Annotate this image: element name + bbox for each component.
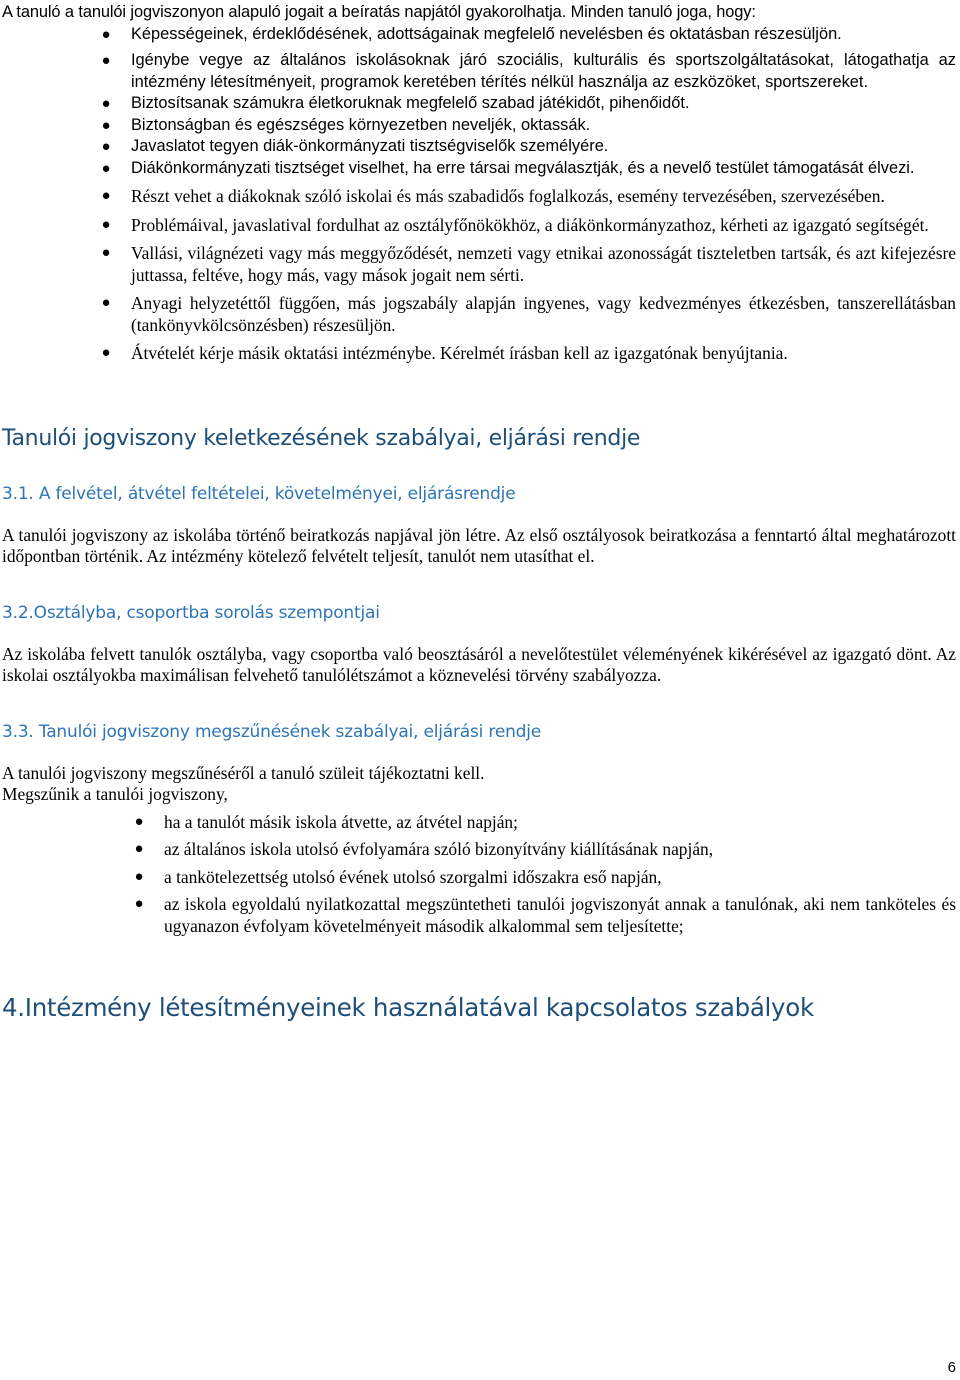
list-item-text: Részt vehet a diákoknak szóló iskolai és más szabadidős foglalkozás, esemény tervezésében, szervezésében. [131, 186, 885, 206]
list-item-text: Képességeinek, érdeklődésének, adottságainak megfelelő nevelésben és oktatásban részesüljön. [131, 24, 842, 43]
list-item [2, 243, 956, 286]
list-item [2, 186, 956, 208]
bullet-icon: ● [101, 25, 111, 43]
list-item-text: Problémáival, javaslatival fordulhat az osztályfőnökökhöz, a diákönkormányzathoz, kérheti az igazgató segítségét. [131, 214, 929, 235]
bullet-icon: ● [101, 345, 111, 361]
list-item-text: az iskola egyoldalú nyilatkozattal megszüntetheti tanulói jogviszonyát annak a tanulónak, aki nem tanköteles és ugyanazon évfolyam követelményeit második alkalommal sem teljesítette; [164, 894, 956, 936]
subsection-3-1-text: A tanulói jogviszony az iskolába történő beiratkozás napjával jön létre. Az első osztályosok beiratkozása a fenntartó által meghatározott időpontban történik. Az intézmény kötelező felvételt teljesít, tanulót nem utasíthat el. [2, 524, 956, 566]
list-item-text: Anyagi helyzetéttől függően, más jogszabály alapján ingyenes, vagy kedvezményes étkezésben, tanszerellátásban (tankönyvkölcsönzésben) részesüljön. [131, 293, 956, 335]
intro-paragraph: A tanuló a tanulói jogviszonyon alapuló jogait a beíratás napjától gyakorolhatja. Minden tanuló joga, hogy: [2, 3, 756, 21]
bullet-icon: ● [101, 216, 111, 233]
bullet-icon: ● [101, 295, 111, 311]
subsection-3-3-text: A tanulói jogviszony megszűnéséről a tanuló szüleit tájékoztatni kell. [2, 762, 485, 783]
list-item [2, 136, 956, 158]
subsection-3-1-heading: 3.1. A felvétel, átvétel feltételei, követelményei, eljárásrendje [2, 483, 516, 504]
list-item-text: a tankötelezettség utolsó évének utolsó szorgalmi időszakra eső napján, [164, 866, 662, 887]
student-rights-list [2, 24, 956, 365]
list-item [2, 343, 956, 365]
bullet-icon: ● [134, 841, 144, 857]
list-item [2, 115, 956, 137]
list-item [2, 50, 956, 93]
bullet-icon: ● [101, 159, 111, 177]
section-4-heading: 4.Intézmény létesítményeinek használatával kapcsolatos szabályok [2, 993, 814, 1022]
list-item-text: Biztosítsanak számukra életkoruknak megfelelő szabad játékidőt, pihenőidőt. [131, 94, 690, 112]
list-item [2, 215, 956, 237]
list-item-text: Javaslatot tegyen diák-önkormányzati tisztségviselők személyére. [131, 137, 609, 155]
list-item-text: Diákönkormányzati tisztséget viselhet, ha erre társai megválasztják, és a nevelő testület támogatását élvezi. [131, 158, 915, 177]
list-item [2, 93, 956, 115]
bullet-icon: ● [101, 245, 111, 261]
list-item-text: Igénybe vegye az általános iskolásoknak járó szociális, kulturális és sportszolgáltatásokat, látogathatja az intézmény létesítményeit, programok keretében térítés nélkül használja az eszközöket, sportszereket. [131, 51, 956, 91]
termination-list [2, 812, 956, 938]
list-item [2, 24, 956, 46]
bullet-icon: ● [134, 813, 144, 830]
subsection-3-3-lead: Megszűnik a tanulói jogviszony, [2, 784, 228, 804]
subsection-3-3-heading: 3.3. Tanulói jogviszony megszűnésének szabályai, eljárási rendje [2, 721, 542, 742]
list-item [2, 867, 956, 889]
list-item [2, 839, 956, 861]
list-item-text: Biztonságban és egészséges környezetben neveljék, oktassák. [131, 115, 591, 134]
page-number: 6 [947, 1359, 956, 1376]
list-item [2, 158, 956, 180]
list-item [2, 812, 956, 834]
list-item-text: Átvételét kérje másik oktatási intézménybe. Kérelmét írásban kell az igazgatónak benyújtania. [131, 343, 788, 363]
list-item [2, 894, 956, 937]
subsection-3-2-heading: 3.2.Osztályba, csoportba sorolás szempontjai [2, 602, 380, 623]
bullet-icon: ● [101, 138, 111, 155]
section-3-heading: Tanulói jogviszony keletkezésének szabályai, eljárási rendje [2, 425, 641, 451]
bullet-icon: ● [101, 52, 111, 69]
bullet-icon: ● [134, 868, 144, 885]
bullet-icon: ● [101, 116, 111, 134]
bullet-icon: ● [101, 188, 111, 204]
list-item-text: ha a tanulót másik iskola átvette, az átvétel napján; [164, 811, 518, 832]
list-item-text: Vallási, világnézeti vagy más meggyőződését, nemzeti vagy etnikai azonosságát tiszteletben tartsák, és azt kifejezésre juttassa, feltéve, hogy más, vagy mások jogait nem sérti. [131, 243, 956, 285]
subsection-3-2-text: Az iskolába felvett tanulók osztályba, vagy csoportba való beosztásáról a nevelőtestület véleményének kikérésével az igazgató dönt. Az iskolai osztályokba maximálisan felvehető tanulólétszámot a köznevelési törvény szabályozza. [2, 643, 956, 685]
list-item-text: az általános iskola utolsó évfolyamára szóló bizonyítvány kiállításának napján, [164, 839, 714, 859]
bullet-icon: ● [134, 896, 144, 912]
list-item [2, 293, 956, 336]
bullet-icon: ● [101, 95, 111, 112]
